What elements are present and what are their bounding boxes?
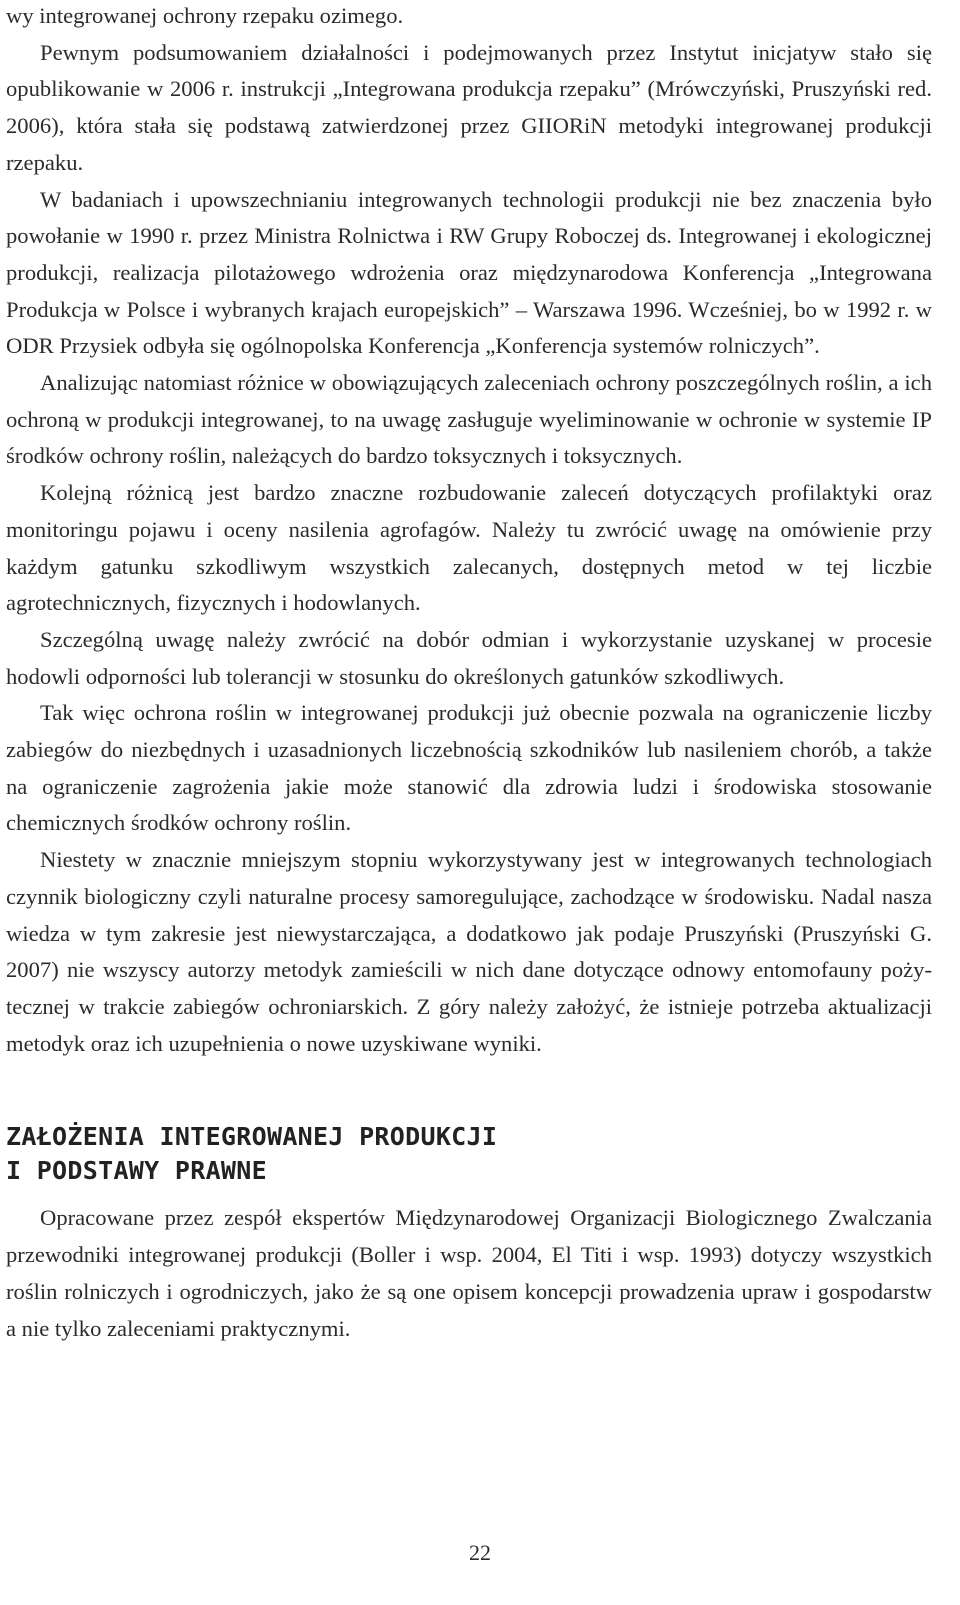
paragraph: W badaniach i upowszechnianiu integrowanych technologii produkcji nie bez znaczenia było powołanie w 1990 r. przez Ministra Rolnictwa i RW Grupy Roboczej ds. Integrowanej i ekologicznej produkcji, realizacja pilotażowego wdrożenia oraz międzynarodowa Konferencja „Integrowana Produkcja w Polsce i wybranych krajach europejskich” – Warszawa 1996. Wcześniej, bo w 1992 r. w ODR Przysiek odbyła się ogólnopolska Konferencja „Konferencja systemów rolniczych”.	[6, 186, 932, 359]
paragraph: Niestety w znacznie mniejszym stopniu wykorzystywany jest w integrowanych technologiach czynnik biologiczny czyli naturalne procesy samoregulujące, zachodzące w środowisku. Nadal nasza wiedza w tym zakresie jest niewystarczająca, a dodatkowo jak podaje Pruszyński (Pruszyński G. 2007) nie wszyscy autorzy metodyk zamieścili w nich dane dotyczące odnowy entomofauny pożytecznej w trakcie zabiegów ochroniarskich. Z góry należy założyć, że istnieje potrzeba aktualizacji metodyk oraz ich uzupełnienia o nowe uzyskiwane wyniki.	[6, 847, 932, 1056]
section-heading-line-2: I PODSTAWY PRAWNE	[6, 1156, 267, 1186]
paragraph: Analizując natomiast różnice w obowiązujących zaleceniach ochrony poszczególnych roślin, a ich ochroną w produkcji integrowanej, to na uwagę zasługuje wyeliminowanie w ochronie w systemie IP środków ochrony roślin, należących do bardzo toksycznych i toksycznych.	[6, 370, 932, 469]
page-number: 22	[469, 1540, 491, 1565]
section-heading-line-1: ZAŁOŻENIA INTEGROWANEJ PRODUKCJI	[6, 1122, 498, 1152]
paragraph: wy integrowanej ochrony rzepaku ozimego.	[6, 3, 404, 28]
paragraph: Tak więc ochrona roślin w integrowanej produkcji już obecnie pozwala na ograniczenie liczby zabiegów do niezbędnych i uzasadnionych liczebnością szkodników lub nasileniem chorób, a także na ograniczenie zagrożenia jakie może stanowić dla zdrowia ludzi i środowiska stosowanie chemicznych środków ochrony roślin.	[6, 700, 932, 836]
paragraph: Kolejną różnicą jest bardzo znaczne rozbudowanie zaleceń dotyczących profilaktyki oraz monitoringu pojawu i oceny nasilenia agrofagów. Należy tu zwrócić uwagę na omówienie przy każdym gatunku szkodliwym wszystkich zalecanych, dostępnych metod w tej liczbie agrotechnicznych, fizycznych i hodowlanych.	[6, 480, 932, 616]
paragraph: Opracowane przez zespół ekspertów Międzynarodowej Organizacji Biologicznego Zwalczania przewodniki integrowanej produkcji (Boller i wsp. 2004, El Titi i wsp. 1993) dotyczy wszystkich roślin rolniczych i ogrodniczych, jako że są one opisem koncepcji prowadzenia upraw i gospodarstw a nie tylko zaleceniami praktycznymi.	[6, 1205, 932, 1341]
paragraph: Pewnym podsumowaniem działalności i podejmowanych przez Instytut inicjatyw stało się opublikowanie w 2006 r. instrukcji „Integrowana produkcja rzepaku” (Mrówczyński, Pruszyński red. 2006), która stała się podstawą zatwierdzonej przez GIIORiN metodyki integrowanej produkcji rzepaku.	[6, 39, 932, 175]
document-page	[6, 0, 932, 1347]
paragraph: Szczególną uwagę należy zwrócić na dobór odmian i wykorzystanie uzyskanej w procesie hodowli odporności lub tolerancji w stosunku do określonych gatunków szkodliwych.	[6, 626, 932, 689]
section-heading	[6, 1120, 932, 1188]
